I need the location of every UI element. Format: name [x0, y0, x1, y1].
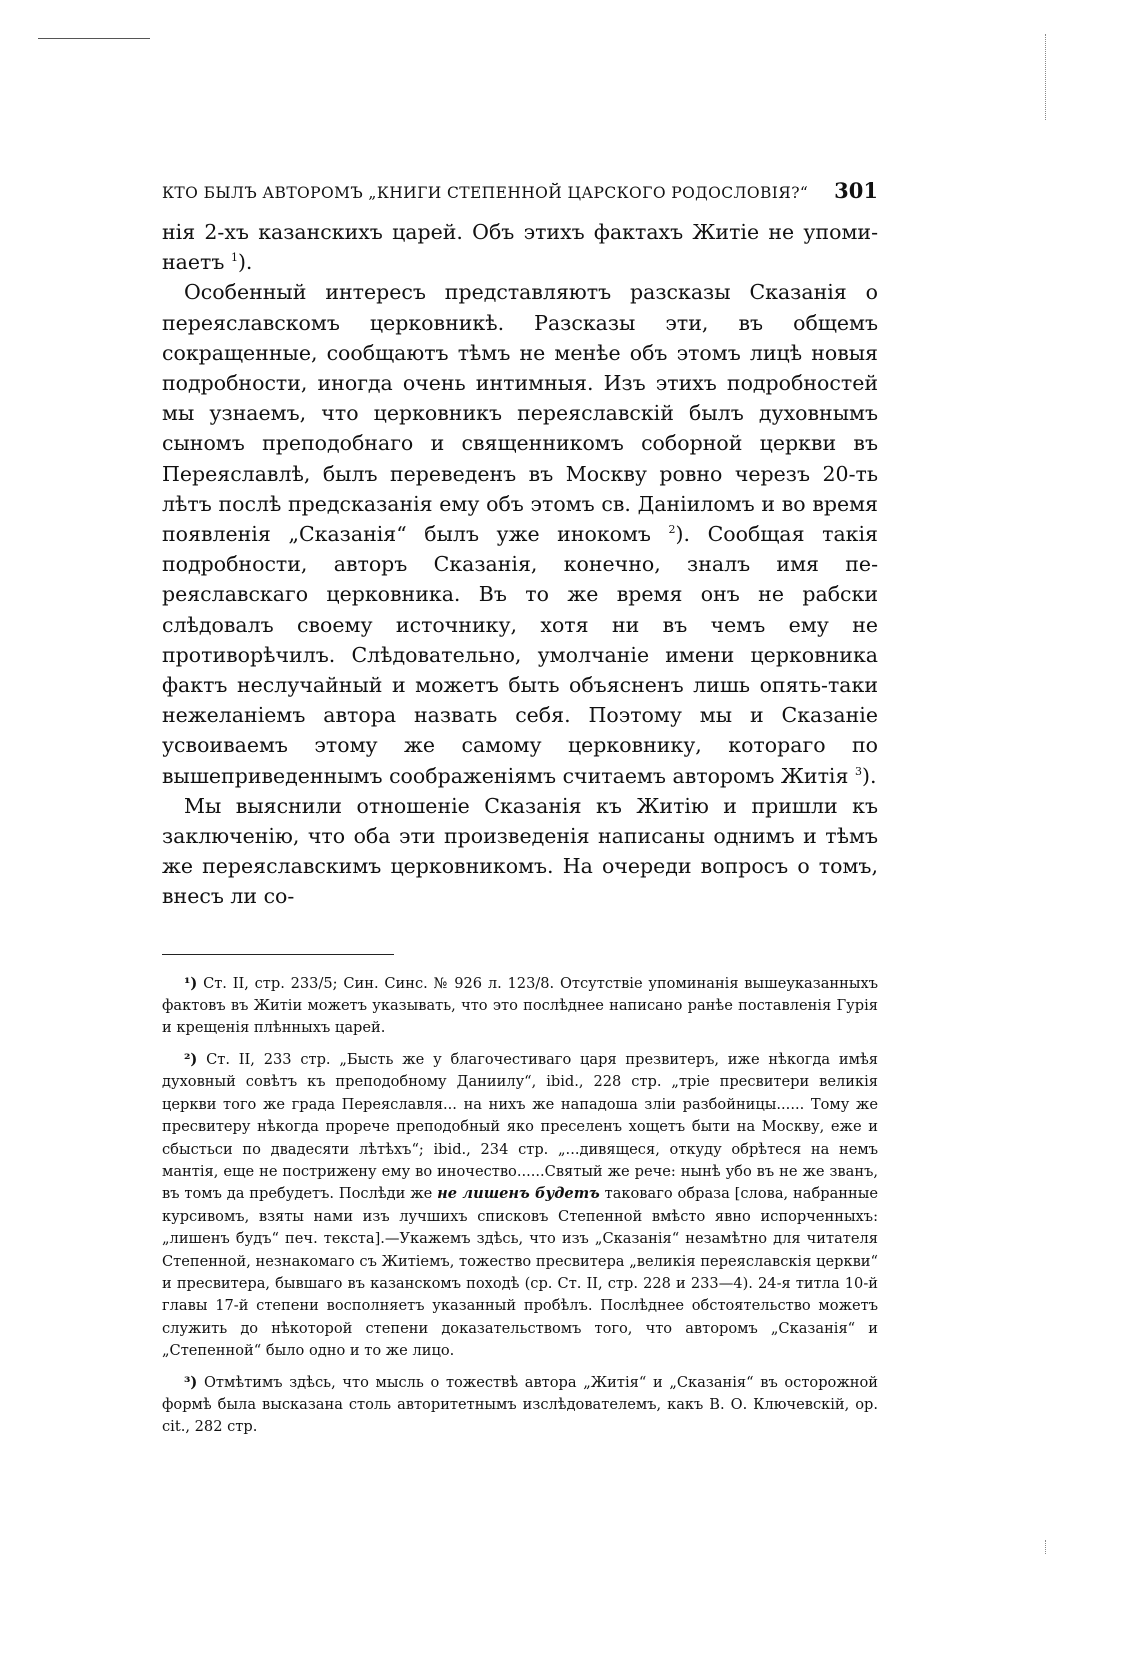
running-title: КТО БЫЛЪ АВТОРОМЪ „КНИГИ СТЕПЕННОЙ ЦАРСКОГО РОДОСЛОВІЯ?“ [162, 184, 809, 202]
paragraph-2 [162, 277, 878, 790]
footnote-1 [162, 973, 878, 1040]
footnote-ref-2: 2 [668, 523, 676, 537]
paragraph-2-text: Особенный интересъ представляютъ разсказы Сказанія о переяславскомъ церковникѣ. Разсказы эти, въ общемъ сокращенные, сообщаютъ тѣмъ не менѣе объ этомъ лицѣ новыя подробности, иногда очень интимныя. Изъ этихъ подробностей мы узнаемъ, что церковникъ переяславскій былъ духовнымъ сыномъ преподобнаго и священникомъ соборной церкви въ Переяславлѣ, былъ переведенъ въ Москву ровно черезъ 20-ть лѣтъ послѣ предсказанія ему объ этомъ св. Даніиломъ и во время появленія „Сказанія“ былъ уже инокомъ [162, 280, 878, 547]
footnote-2-text-after: таковаго образа [слова, набранные курсивомъ, взяты нами изъ лучшихъ списковъ Степенной вмѣсто явно испорченныхъ: „лишенъ будъ“ печ. текста].—Укажемъ здѣсь, что изъ „Сказанія“ незамѣтно для читателя Степенной, незнакомаго съ Житіемъ, тожество пресвитера „великія переяславскія церкви“ и пресвитера, бывшаго въ казанскомъ походѣ (ср. Ст. II, стр. 228 и 233—4). 24-я титла 10-й главы 17-й степени восполняетъ указанный пробѣлъ. Послѣднее обстоятельство можетъ служить до нѣкоторой степени доказательствомъ того, что авторомъ „Сказанія“ и „Степенной“ было одно и то же лицо. [162, 1185, 878, 1360]
scan-top-rule [38, 38, 150, 39]
footnote-2-text-before: Ст. II, 233 стр. „Бысть же у благочестиваго царя презвитеръ, иже нѣкогда имѣя духовный совѣтъ къ преподобному Даниилу“, ibid., 228 стр. „тріе пресвитери великія церкви того же града Переяславля... на нихъ же нападоша зліи разбойницы...... Тому же пресвитеру нѣкогда прорече преподобный яко преселенъ хощетъ быти на Москву, еже и сбыстьси по двадесяти лѣтѣхъ“; ibid., 234 стр. „...дивящеся, откуду обрѣтеся на немъ мантія, еще не пострижену ему во иночество......Святый же рече: нынѣ убо въ не же званъ, въ томъ да пребудетъ. Послѣди же [162, 1050, 879, 1203]
footnote-divider [162, 954, 394, 955]
scan-edge-mark-top [1045, 34, 1046, 120]
book-page [162, 178, 878, 1448]
footnote-ref-1: 1 [230, 251, 238, 265]
footnote-2-marker: ²) [184, 1050, 198, 1068]
scan-edge-mark-bottom [1045, 1540, 1046, 1554]
paragraph-3 [162, 791, 878, 912]
paragraph-1 [162, 217, 878, 277]
page-number: 301 [834, 178, 878, 203]
footnote-1-marker: ¹) [184, 974, 198, 992]
footnote-ref-3: 3 [854, 764, 862, 778]
footnote-2-italic-phrase: не лишенъ будетъ [437, 1185, 600, 1203]
footnotes [162, 973, 878, 1439]
ref-close: ). [861, 763, 877, 788]
ref-close: ). [237, 250, 253, 275]
footnote-3-text: Отмѣтимъ здѣсь, что мысль о тожествѣ автора „Житія“ и „Сказанія“ въ осторожной формѣ была высказана столь авторитетнымъ изслѣдователемъ, какъ В. О. Ключевскій, op. cit., 282 стр. [162, 1373, 878, 1436]
ref-close: ). [675, 522, 691, 547]
paragraph-1-text: нія 2-хъ казанскихъ царей. Объ этихъ фактахъ Житіе не упоминаетъ [162, 220, 878, 275]
running-head [162, 178, 878, 203]
footnote-3 [162, 1372, 878, 1439]
footnote-2 [162, 1049, 878, 1363]
paragraph-3-text: Мы выяснили отношеніе Сказанія къ Житію и пришли къ заключенію, что оба эти произведенія написаны однимъ и тѣмъ же переяславскимъ церковникомъ. На очереди вопросъ о томъ, внесъ ли со- [162, 793, 878, 909]
body-text [162, 217, 878, 912]
footnote-3-marker: ³) [184, 1373, 198, 1391]
footnote-1-text: Ст. II, стр. 233/5; Син. Синс. № 926 л. 123/8. Отсутствіе упоминанія вышеуказанныхъ фактовъ въ Житіи можетъ указывать, что это послѣднее написано ранѣе поставленія Гурія и крещенія плѣнныхъ царей. [162, 974, 878, 1037]
paragraph-2-continuation: Сообщая такія подробности, авторъ Сказанія, конечно, зналъ имя переяславскаго церковника. Въ то же время онъ не рабски слѣдовалъ своему источнику, хотя ни въ чемъ ему не противорѣчилъ. Слѣдовательно, умолчаніе имени церковника фактъ неслучайный и можетъ быть объясненъ лишь опять-таки нежеланіемъ автора назвать себя. Поэтому мы и Сказаніе усвоиваемъ этому же самому церковнику, котораго по вышеприведеннымъ соображеніямъ считаемъ авторомъ Житія [162, 522, 878, 788]
